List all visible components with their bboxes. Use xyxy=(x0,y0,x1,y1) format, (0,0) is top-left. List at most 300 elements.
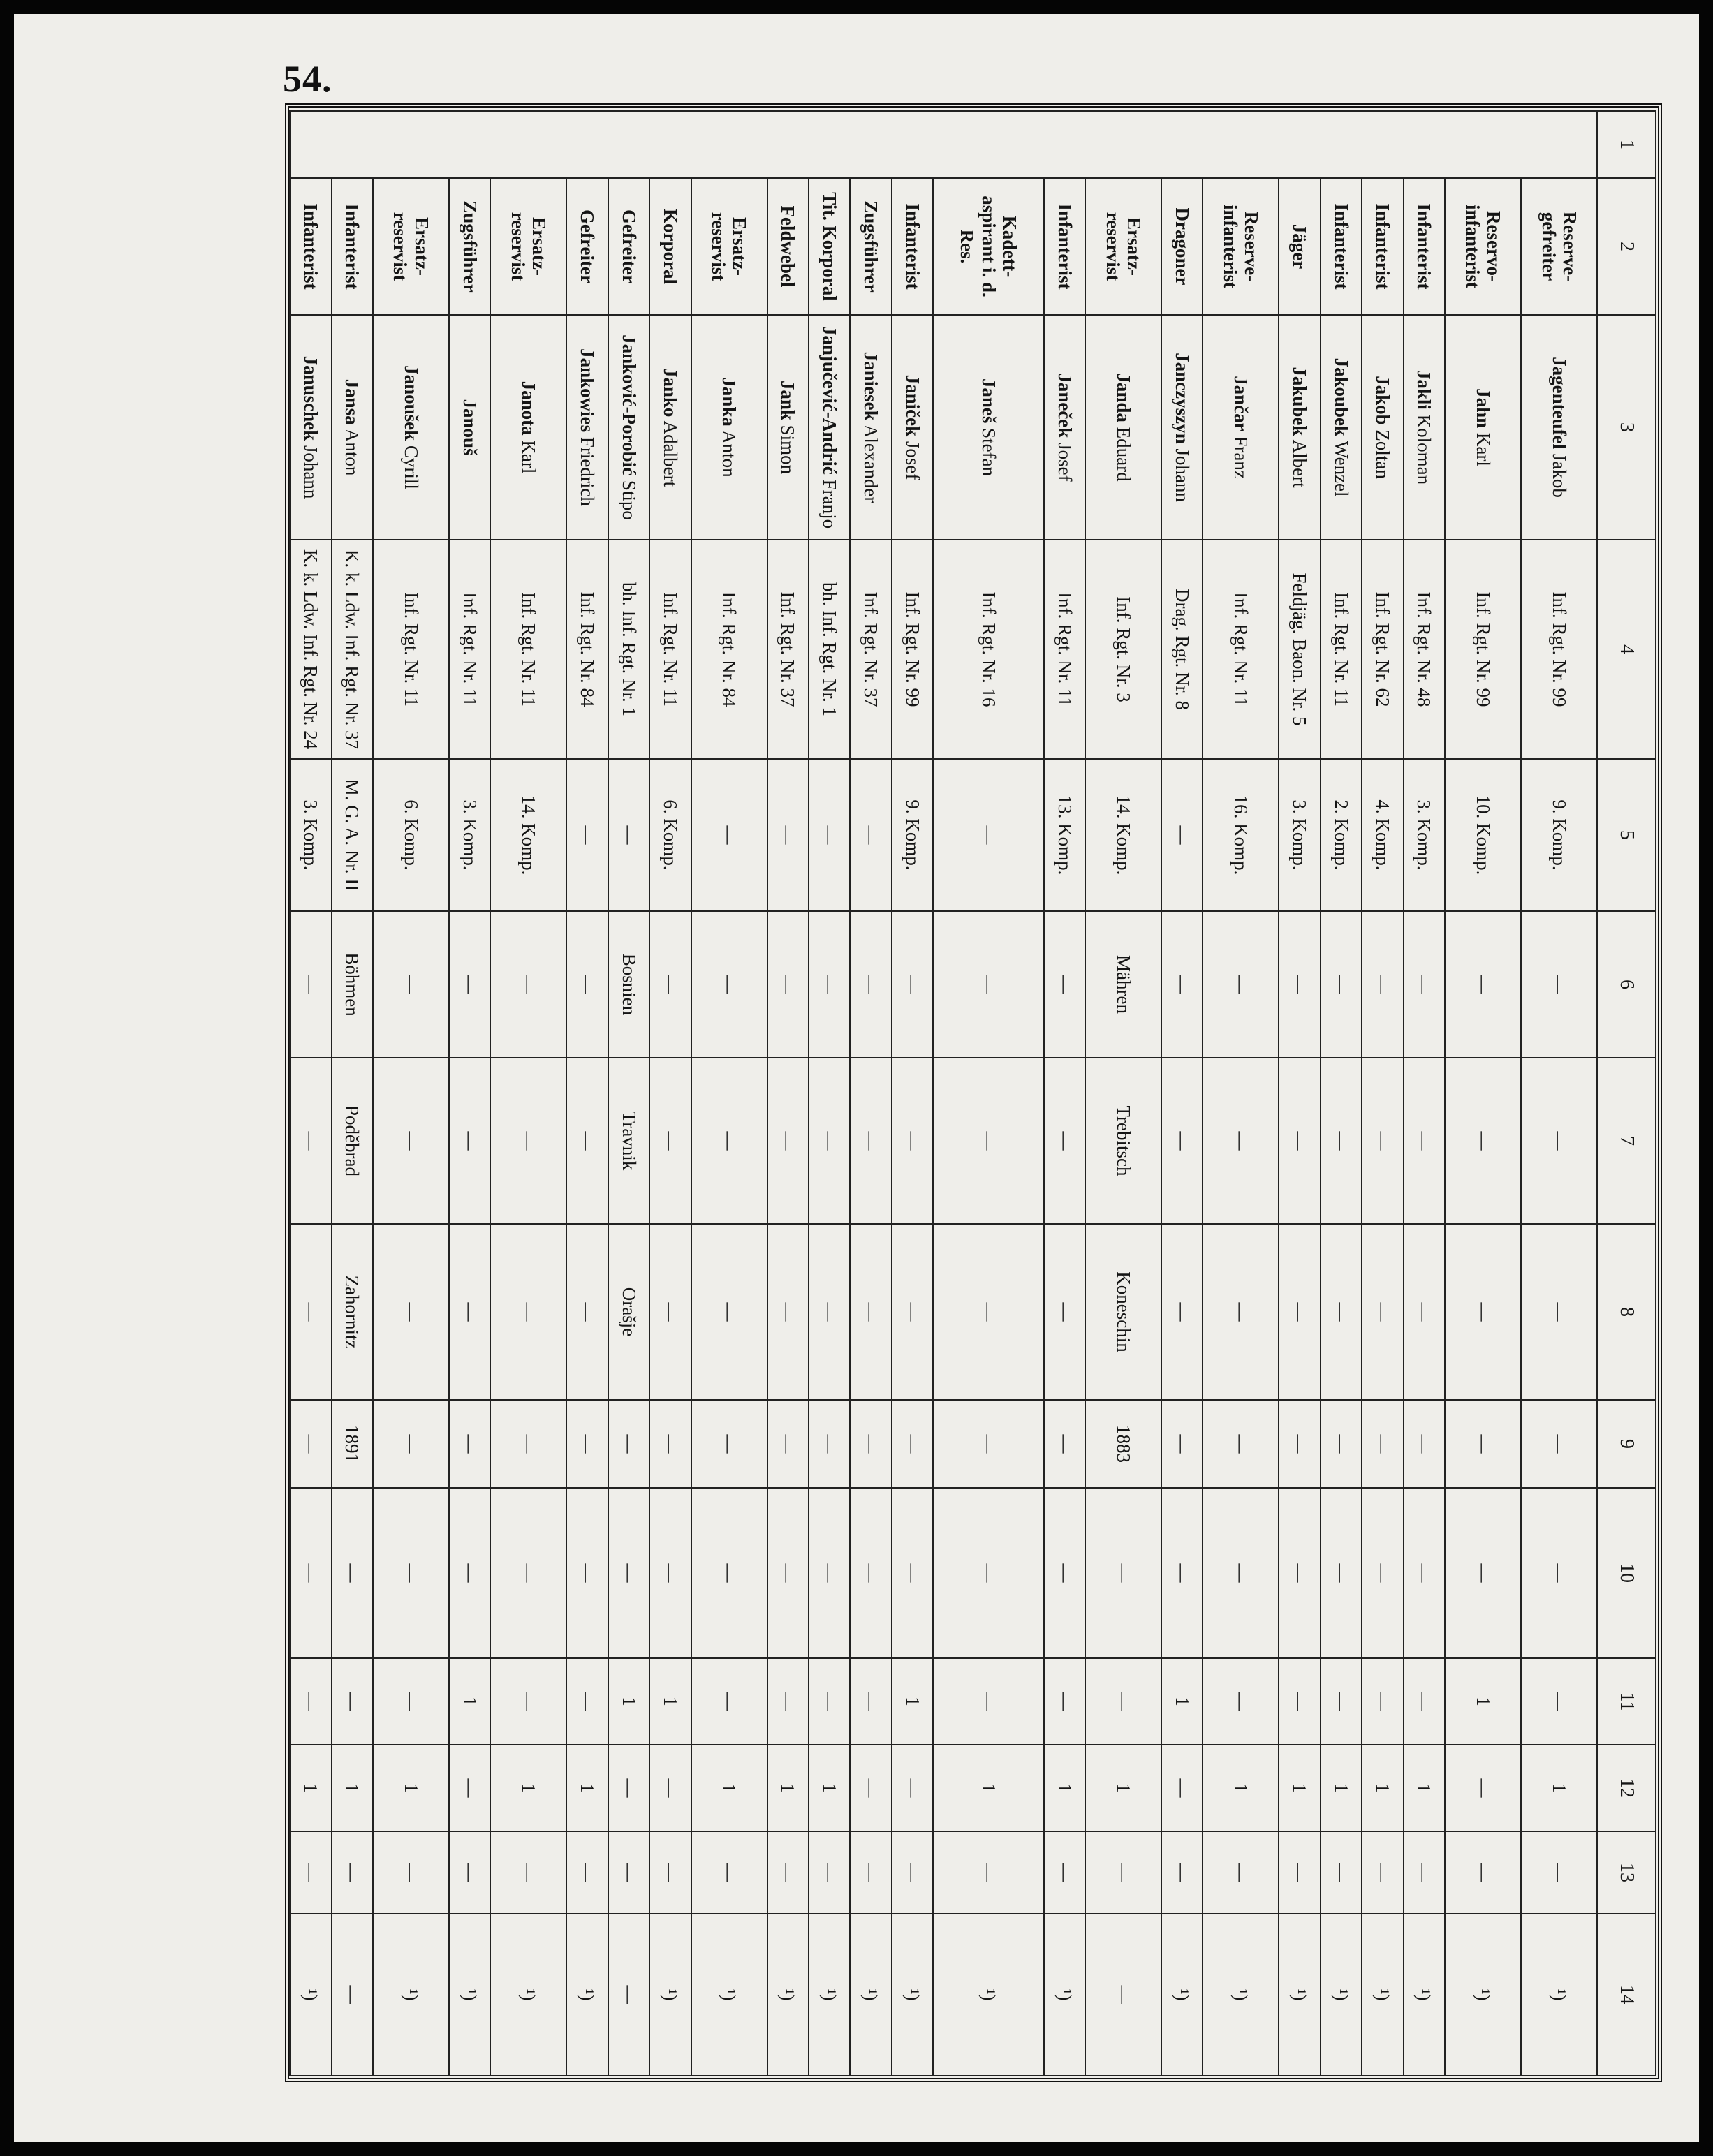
cell-name xyxy=(892,315,933,540)
cell-col-14: ¹) xyxy=(850,1914,891,2076)
cell-unit: Inf. Rgt. Nr. 99 xyxy=(1521,540,1597,759)
cell-col-11: — xyxy=(1203,1658,1279,1745)
cell-col-8: — xyxy=(1161,1224,1203,1400)
cell-col-9: — xyxy=(691,1400,767,1488)
cell-col-12: — xyxy=(649,1745,691,1831)
cell-col-7: — xyxy=(1521,1058,1597,1224)
cell-col-13: — xyxy=(933,1831,1044,1914)
cell-col-11: — xyxy=(332,1658,373,1745)
cell-unit: Inf. Rgt. Nr. 11 xyxy=(373,540,449,759)
cell-col-11: — xyxy=(1521,1658,1597,1745)
firstname: Zoltan xyxy=(1372,429,1394,479)
cell-col-12: 1 xyxy=(1279,1745,1320,1831)
firstname: Wenzel xyxy=(1330,441,1352,497)
cell-rank: Feldwebel xyxy=(767,178,809,315)
cell-col-8: Zahornitz xyxy=(332,1224,373,1400)
cell-col-9: 1883 xyxy=(1085,1400,1161,1488)
cell-col-10: — xyxy=(1404,1488,1445,1658)
firstname: Koloman xyxy=(1413,414,1435,485)
surname: Jakli xyxy=(1413,369,1435,410)
table-row xyxy=(691,111,767,2076)
cell-company: 13. Komp. xyxy=(1044,759,1085,911)
cell-rank: Reserve-infanterist xyxy=(1203,178,1279,315)
table-row xyxy=(1203,111,1279,2076)
surname: Januschek xyxy=(300,355,321,441)
cell-rank: Ersatz-reservist xyxy=(1085,178,1161,315)
cell-unit: Inf. Rgt. Nr. 48 xyxy=(1404,540,1445,759)
cell-col-13: — xyxy=(1521,1831,1597,1914)
firstname: Alexander xyxy=(860,424,882,503)
cell-rank: Tit. Korporal xyxy=(809,178,850,315)
cell-col-6: — xyxy=(892,911,933,1058)
cell-col-7: — xyxy=(290,1058,332,1224)
cell-col-9: — xyxy=(1521,1400,1597,1488)
surname: Jansa xyxy=(341,378,363,425)
firstname: Cyrill xyxy=(400,445,422,489)
cell-col-9: — xyxy=(608,1400,649,1488)
cell-col-14: ¹) xyxy=(933,1914,1044,2076)
firstname: Jakob xyxy=(1548,453,1570,498)
cell-company: — xyxy=(566,759,608,911)
firstname: Josef xyxy=(1054,443,1075,482)
cell-company: — xyxy=(850,759,891,911)
surname: Janka xyxy=(719,377,740,427)
cell-rank: Zugsführer xyxy=(850,178,891,315)
cell-company: 14. Komp. xyxy=(490,759,566,911)
cell-col-13: — xyxy=(1362,1831,1403,1914)
firstname: Johann xyxy=(300,445,321,499)
cell-col-11: 1 xyxy=(1445,1658,1521,1745)
cell-rank: Zugsführer xyxy=(449,178,490,315)
cell-col-14: ¹) xyxy=(1203,1914,1279,2076)
surname: Jagenteufel xyxy=(1548,357,1570,450)
cell-col-11: 1 xyxy=(649,1658,691,1745)
cell-unit: bh. Inf. Rgt. Nr. 1 xyxy=(809,540,850,759)
cell-col-6: — xyxy=(1321,911,1362,1058)
cell-company: 3. Komp. xyxy=(1404,759,1445,911)
cell-col-10: — xyxy=(1279,1488,1320,1658)
cell-col-12: 1 xyxy=(1044,1745,1085,1831)
cell-col-10: — xyxy=(1044,1488,1085,1658)
surname: Jakubek xyxy=(1289,367,1311,436)
cell-col-14: ¹) xyxy=(1279,1914,1320,2076)
cell-rank: Ersatz-reservist xyxy=(691,178,767,315)
cell-company: 6. Komp. xyxy=(649,759,691,911)
firstname: Friedrich xyxy=(577,436,598,506)
cell-rank: Dragoner xyxy=(1161,178,1203,315)
cell-col-7: Poděbrad xyxy=(332,1058,373,1224)
surname: Janjučević-Andrić xyxy=(818,325,840,475)
cell-col-7: — xyxy=(566,1058,608,1224)
cell-unit: Inf. Rgt. Nr. 99 xyxy=(1445,540,1521,759)
surname: Janota xyxy=(517,381,539,436)
firstname: Franz xyxy=(1230,436,1252,479)
cell-col-9: — xyxy=(1445,1400,1521,1488)
cell-col-14: ¹) xyxy=(767,1914,809,2076)
cell-col-11: — xyxy=(767,1658,809,1745)
cell-company: — xyxy=(767,759,809,911)
cell-col-12: 1 xyxy=(373,1745,449,1831)
cell-col-8: — xyxy=(691,1224,767,1400)
cell-col-10: — xyxy=(933,1488,1044,1658)
cell-col-11: — xyxy=(290,1658,332,1745)
cell-col-12: 1 xyxy=(1404,1745,1445,1831)
cell-col-7: — xyxy=(1362,1058,1403,1224)
cell-col-12: 1 xyxy=(1085,1745,1161,1831)
cell-rank: Gefreiter xyxy=(608,178,649,315)
cell-company: — xyxy=(933,759,1044,911)
cell-name xyxy=(332,315,373,540)
surname: Janeček xyxy=(1054,373,1075,438)
cell-name xyxy=(649,315,691,540)
cell-col-12: — xyxy=(1161,1745,1203,1831)
cell-company: 4. Komp. xyxy=(1362,759,1403,911)
cell-col-12: 1 xyxy=(1203,1745,1279,1831)
cell-col-8: — xyxy=(933,1224,1044,1400)
surname: Janiesek xyxy=(860,351,882,421)
cell-col-14: ¹) xyxy=(892,1914,933,2076)
document-page xyxy=(14,14,1699,2142)
cell-rank: Korporal xyxy=(649,178,691,315)
cell-name xyxy=(1521,315,1597,540)
cell-company: 9. Komp. xyxy=(892,759,933,911)
column-header: 6 xyxy=(1597,911,1656,1058)
cell-col-12: 1 xyxy=(809,1745,850,1831)
cell-unit: Inf. Rgt. Nr. 11 xyxy=(1321,540,1362,759)
surname: Janko xyxy=(659,367,681,418)
cell-col-12: 1 xyxy=(691,1745,767,1831)
cell-col-7: — xyxy=(1044,1058,1085,1224)
cell-name xyxy=(449,315,490,540)
cell-col-14: — xyxy=(608,1914,649,2076)
cell-unit: Inf. Rgt. Nr. 37 xyxy=(767,540,809,759)
table-row xyxy=(1085,111,1161,2076)
cell-name xyxy=(1161,315,1203,540)
cell-col-13: — xyxy=(1044,1831,1085,1914)
cell-col-13: — xyxy=(1321,1831,1362,1914)
cell-col-10: — xyxy=(290,1488,332,1658)
cell-col-14: — xyxy=(1085,1914,1161,2076)
cell-rank: Gefreiter xyxy=(566,178,608,315)
table-row xyxy=(373,111,449,2076)
cell-col-7: — xyxy=(1203,1058,1279,1224)
cell-name xyxy=(1362,315,1403,540)
cell-col-11: — xyxy=(1321,1658,1362,1745)
cell-col-13: — xyxy=(892,1831,933,1914)
cell-col-6: — xyxy=(933,911,1044,1058)
cell-col-8: — xyxy=(290,1224,332,1400)
cell-col-11: — xyxy=(1044,1658,1085,1745)
surname: Janoušek xyxy=(400,365,422,441)
cell-col-7: Travnik xyxy=(608,1058,649,1224)
column-header: 7 xyxy=(1597,1058,1656,1224)
surname: Janković-Porobić xyxy=(618,334,640,476)
cell-col-10: — xyxy=(566,1488,608,1658)
cell-col-13: — xyxy=(608,1831,649,1914)
cell-col-9: — xyxy=(809,1400,850,1488)
firstname: Karl xyxy=(517,440,539,474)
cell-name xyxy=(490,315,566,540)
cell-unit: Inf. Rgt. Nr. 11 xyxy=(649,540,691,759)
cell-col-14: ¹) xyxy=(373,1914,449,2076)
column-header: 3 xyxy=(1597,315,1656,540)
cell-name xyxy=(767,315,809,540)
cell-unit: Inf. Rgt. Nr. 11 xyxy=(1044,540,1085,759)
cell-col-6: — xyxy=(850,911,891,1058)
cell-col-9: — xyxy=(649,1400,691,1488)
cell-rank: Infanterist xyxy=(332,178,373,315)
cell-col-6: — xyxy=(1044,911,1085,1058)
cell-col-13: — xyxy=(1203,1831,1279,1914)
cell-col-8: — xyxy=(767,1224,809,1400)
cell-company: 16. Komp. xyxy=(1203,759,1279,911)
cell-col-11: 1 xyxy=(1161,1658,1203,1745)
cell-name xyxy=(608,315,649,540)
cell-col-13: — xyxy=(691,1831,767,1914)
cell-col-13: — xyxy=(1161,1831,1203,1914)
cell-unit: Inf. Rgt. Nr. 37 xyxy=(850,540,891,759)
cell-company: 2. Komp. xyxy=(1321,759,1362,911)
surname: Jankowies xyxy=(577,348,598,433)
cell-col-8: — xyxy=(649,1224,691,1400)
surname: Jank xyxy=(777,380,799,420)
cell-col-13: — xyxy=(449,1831,490,1914)
cell-col-7: — xyxy=(892,1058,933,1224)
cell-col-8: — xyxy=(892,1224,933,1400)
cell-col-6: — xyxy=(1445,911,1521,1058)
cell-unit: Inf. Rgt. Nr. 3 xyxy=(1085,540,1161,759)
firstname: Stefan xyxy=(978,428,999,477)
cell-col-6: — xyxy=(1362,911,1403,1058)
cell-col-10: — xyxy=(1362,1488,1403,1658)
cell-col-9: — xyxy=(892,1400,933,1488)
cell-name xyxy=(1445,315,1521,540)
cell-unit: Inf. Rgt. Nr. 11 xyxy=(1203,540,1279,759)
table-row xyxy=(649,111,691,2076)
cell-rank: Reservo-infanterist xyxy=(1445,178,1521,315)
register-body xyxy=(290,111,1597,2076)
table-row xyxy=(1279,111,1320,2076)
column-header: 9 xyxy=(1597,1400,1656,1488)
cell-col-13: — xyxy=(1279,1831,1320,1914)
cell-name xyxy=(1279,315,1320,540)
column-header: 10 xyxy=(1597,1488,1656,1658)
table-row xyxy=(1404,111,1445,2076)
cell-col-13: — xyxy=(332,1831,373,1914)
cell-col-9: — xyxy=(1404,1400,1445,1488)
cell-col-6: — xyxy=(1161,911,1203,1058)
firstname: Simon xyxy=(777,424,799,475)
cell-company: M. G. A. Nr. II xyxy=(332,759,373,911)
cell-col-7: — xyxy=(691,1058,767,1224)
cell-col-14: ¹) xyxy=(566,1914,608,2076)
column-header: 12 xyxy=(1597,1745,1656,1831)
cell-name xyxy=(290,315,332,540)
cell-col-10: — xyxy=(1321,1488,1362,1658)
cell-col-10: — xyxy=(1085,1488,1161,1658)
cell-col-7: — xyxy=(373,1058,449,1224)
cell-company: 3. Komp. xyxy=(290,759,332,911)
cell-col-10: — xyxy=(691,1488,767,1658)
cell-col-8: — xyxy=(566,1224,608,1400)
cell-rank: Ersatz-reservist xyxy=(373,178,449,315)
table-row xyxy=(892,111,933,2076)
cell-col-6: — xyxy=(566,911,608,1058)
cell-col-10: — xyxy=(809,1488,850,1658)
cell-col-10: — xyxy=(1203,1488,1279,1658)
cell-col-8: — xyxy=(1404,1224,1445,1400)
table-row xyxy=(290,111,332,2076)
column-header: 4 xyxy=(1597,540,1656,759)
cell-col-10: — xyxy=(850,1488,891,1658)
cell-col-6: — xyxy=(1203,911,1279,1058)
cell-col-10: — xyxy=(649,1488,691,1658)
cell-col-9: — xyxy=(566,1400,608,1488)
firstname: Karl xyxy=(1472,432,1494,466)
cell-unit: Inf. Rgt. Nr. 11 xyxy=(449,540,490,759)
cell-col-12: — xyxy=(449,1745,490,1831)
column-header: 13 xyxy=(1597,1831,1656,1914)
cell-col-12: 1 xyxy=(332,1745,373,1831)
cell-col-9: — xyxy=(490,1400,566,1488)
cell-col-7: — xyxy=(1161,1058,1203,1224)
cell-col-8: — xyxy=(1321,1224,1362,1400)
cell-company: — xyxy=(691,759,767,911)
cell-col-13: — xyxy=(809,1831,850,1914)
cell-col-6: Mähren xyxy=(1085,911,1161,1058)
cell-col-7: — xyxy=(850,1058,891,1224)
cell-col-1 xyxy=(290,111,1597,178)
cell-col-13: — xyxy=(290,1831,332,1914)
cell-col-8: — xyxy=(809,1224,850,1400)
cell-col-14: ¹) xyxy=(449,1914,490,2076)
cell-col-9: — xyxy=(373,1400,449,1488)
table-row xyxy=(608,111,649,2076)
cell-col-10: — xyxy=(373,1488,449,1658)
cell-col-12: 1 xyxy=(290,1745,332,1831)
cell-col-8: — xyxy=(1203,1224,1279,1400)
cell-col-14: ¹) xyxy=(1362,1914,1403,2076)
cell-col-13: — xyxy=(1404,1831,1445,1914)
cell-col-8: — xyxy=(1445,1224,1521,1400)
cell-col-13: — xyxy=(1085,1831,1161,1914)
cell-company: 6. Komp. xyxy=(373,759,449,911)
column-header: 2 xyxy=(1597,178,1656,315)
cell-col-9: — xyxy=(933,1400,1044,1488)
cell-col-14: ¹) xyxy=(1445,1914,1521,2076)
cell-rank: Infanterist xyxy=(1321,178,1362,315)
cell-col-13: — xyxy=(649,1831,691,1914)
cell-rank: Reserve-gefreiter xyxy=(1521,178,1597,315)
cell-col-6: Böhmen xyxy=(332,911,373,1058)
table-row xyxy=(767,111,809,2076)
cell-col-14: ¹) xyxy=(1521,1914,1597,2076)
cell-col-13: — xyxy=(373,1831,449,1914)
firstname: Stipo xyxy=(618,480,640,520)
cell-col-11: — xyxy=(1085,1658,1161,1745)
cell-col-9: — xyxy=(767,1400,809,1488)
cell-col-11: — xyxy=(373,1658,449,1745)
cell-col-6: Bosnien xyxy=(608,911,649,1058)
cell-col-11: — xyxy=(490,1658,566,1745)
cell-col-6: — xyxy=(290,911,332,1058)
cell-col-8: — xyxy=(1044,1224,1085,1400)
cell-col-11: — xyxy=(850,1658,891,1745)
cell-col-9: — xyxy=(1279,1400,1320,1488)
cell-col-7: — xyxy=(1445,1058,1521,1224)
table-row xyxy=(332,111,373,2076)
cell-col-14: ¹) xyxy=(691,1914,767,2076)
cell-company: — xyxy=(1161,759,1203,911)
page-number: 54. xyxy=(283,58,332,100)
cell-col-13: — xyxy=(767,1831,809,1914)
cell-company: 3. Komp. xyxy=(449,759,490,911)
cell-unit: Inf. Rgt. Nr. 11 xyxy=(490,540,566,759)
table-row xyxy=(1445,111,1521,2076)
firstname: Anton xyxy=(341,428,363,476)
cell-col-14: ¹) xyxy=(649,1914,691,2076)
cell-col-7: Trebitsch xyxy=(1085,1058,1161,1224)
cell-company: 9. Komp. xyxy=(1521,759,1597,911)
cell-col-12: 1 xyxy=(933,1745,1044,1831)
cell-col-8: — xyxy=(490,1224,566,1400)
surname: Janouš xyxy=(459,399,480,456)
cell-col-11: — xyxy=(691,1658,767,1745)
cell-col-7: — xyxy=(1279,1058,1320,1224)
table-row xyxy=(490,111,566,2076)
cell-col-10: — xyxy=(1521,1488,1597,1658)
surname: Janda xyxy=(1112,373,1134,422)
surname: Jančar xyxy=(1230,376,1252,431)
casualty-register-table xyxy=(289,110,1656,2076)
cell-col-7: — xyxy=(1404,1058,1445,1224)
cell-col-9: — xyxy=(1362,1400,1403,1488)
cell-col-10: — xyxy=(608,1488,649,1658)
cell-name xyxy=(933,315,1044,540)
cell-unit: Feldjäg. Baon. Nr. 5 xyxy=(1279,540,1320,759)
cell-col-12: — xyxy=(1445,1745,1521,1831)
cell-col-9: — xyxy=(1161,1400,1203,1488)
table-row xyxy=(850,111,891,2076)
cell-col-6: — xyxy=(691,911,767,1058)
surname: Jahn xyxy=(1472,388,1494,429)
cell-col-6: — xyxy=(767,911,809,1058)
cell-col-7: — xyxy=(449,1058,490,1224)
cell-name xyxy=(1085,315,1161,540)
cell-col-10: — xyxy=(892,1488,933,1658)
cell-rank: Kadett-aspirant i. d. Res. xyxy=(933,178,1044,315)
cell-col-8: — xyxy=(850,1224,891,1400)
cell-unit: Inf. Rgt. Nr. 62 xyxy=(1362,540,1403,759)
cell-col-10: — xyxy=(490,1488,566,1658)
cell-col-14: ¹) xyxy=(809,1914,850,2076)
cell-rank: Infanterist xyxy=(290,178,332,315)
cell-rank: Infanterist xyxy=(892,178,933,315)
cell-col-11: — xyxy=(566,1658,608,1745)
cell-unit: bh. Inf. Rgt. Nr. 1 xyxy=(608,540,649,759)
table-row xyxy=(933,111,1044,2076)
cell-col-8: — xyxy=(1521,1224,1597,1400)
cell-name xyxy=(373,315,449,540)
cell-col-12: 1 xyxy=(767,1745,809,1831)
cell-col-14: ¹) xyxy=(490,1914,566,2076)
cell-col-12: 1 xyxy=(490,1745,566,1831)
cell-col-6: — xyxy=(1521,911,1597,1058)
table-row xyxy=(809,111,850,2076)
cell-rank: Jäger xyxy=(1279,178,1320,315)
column-header: 1 xyxy=(1597,111,1656,178)
cell-company: 14. Komp. xyxy=(1085,759,1161,911)
